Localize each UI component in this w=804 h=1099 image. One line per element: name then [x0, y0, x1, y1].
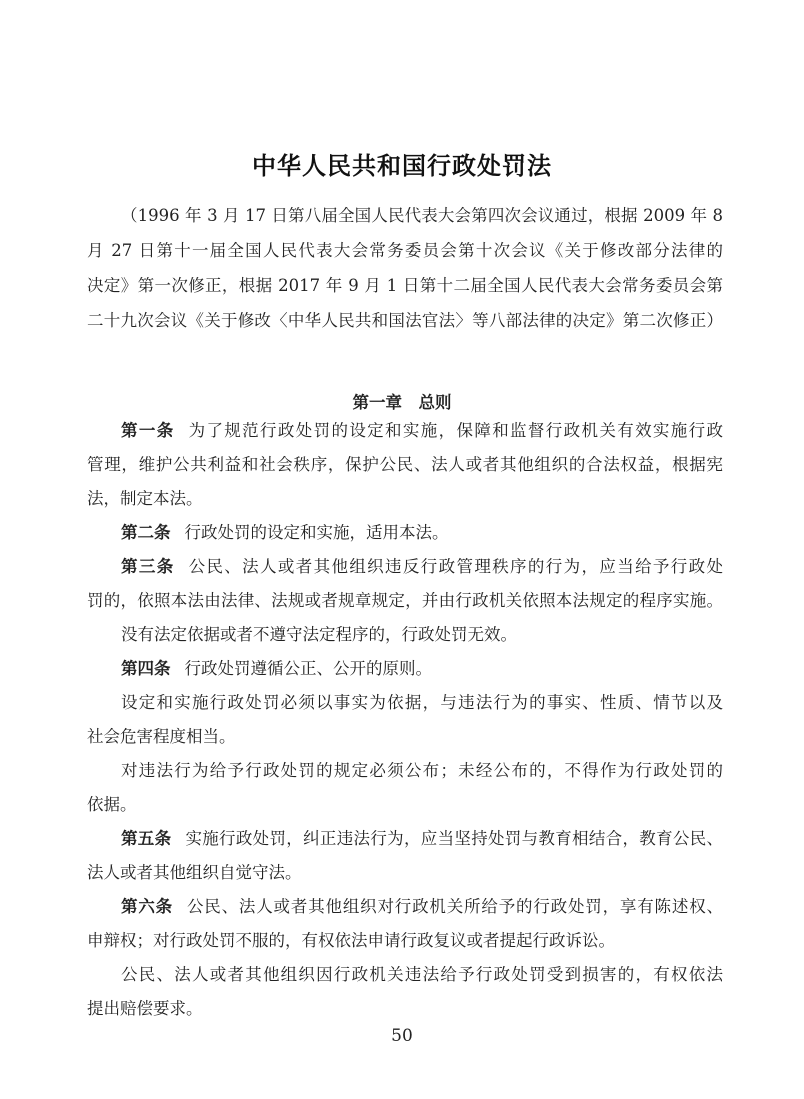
article-5-line: 法人或者其他组织自觉守法。	[87, 863, 302, 882]
article-text: 公民、法人或者其他组织对行政机关所给予的行政处罚，享有陈述权、	[186, 897, 724, 916]
article-text: 行政处罚的设定和实施，适用本法。	[184, 523, 449, 542]
document-title: 中华人民共和国行政处罚法	[252, 151, 552, 180]
article-label: 第五条	[121, 829, 172, 848]
article-label: 第二条	[121, 523, 171, 542]
preamble-line: 二十九次会议《关于修改〈中华人民共和国法官法〉等八部法律的决定》第二次修正）	[87, 311, 723, 330]
article-6-line: 公民、法人或者其他组织因行政机关违法给予行政处罚受到损害的，有权依法	[121, 965, 723, 984]
article-label: 第一条	[121, 421, 175, 440]
preamble-line: 月 27 日第十一届全国人民代表大会常务委员会第十次会议《关于修改部分法律的	[87, 241, 723, 260]
article-label: 第三条	[121, 557, 175, 576]
article-label: 第四条	[121, 659, 171, 678]
article-3-line	[121, 556, 723, 578]
chapter-heading: 第一章 总则	[352, 393, 452, 412]
article-label: 第六条	[121, 897, 173, 916]
preamble-line: （1996 年 3 月 17 日第八届全国人民代表大会第四次会议通过，根据 2009 年 8	[121, 206, 723, 225]
article-4-line: 对违法行为给予行政处罚的规定必须公布；未经公布的，不得作为行政处罚的	[121, 761, 723, 780]
article-5-line	[121, 828, 723, 850]
article-text: 实施行政处罚，纠正违法行为，应当坚持处罚与教育相结合，教育公民、	[185, 829, 724, 848]
article-1-line: 法，制定本法。	[87, 489, 203, 508]
article-1-line	[121, 420, 723, 442]
article-3-line: 罚的，依照本法由法律、法规或者规章规定，并由行政机关依照本法规定的程序实施。	[87, 591, 723, 610]
article-6-line	[121, 896, 723, 918]
article-text: 公民、法人或者其他组织违反行政管理秩序的行为，应当给予行政处	[188, 557, 723, 576]
article-6-line: 申辩权；对行政处罚不服的，有权依法申请行政复议或者提起行政诉讼。	[87, 931, 615, 950]
article-text: 为了规范行政处罚的设定和实施，保障和监督行政机关有效实施行政	[188, 421, 723, 440]
article-4-line: 依据。	[87, 795, 137, 814]
preamble-line: 决定》第一次修正，根据 2017 年 9 月 1 日第十二届全国人民代表大会常务委员会第	[87, 276, 723, 295]
article-6-line: 提出赔偿要求。	[87, 999, 203, 1018]
article-3-line: 没有法定依据或者不遵守法定程序的，行政处罚无效。	[121, 625, 517, 644]
article-4-line	[121, 658, 723, 680]
article-text: 行政处罚遵循公正、公开的原则。	[184, 659, 432, 678]
page-number: 50	[391, 1026, 413, 1046]
article-4-line: 设定和实施行政处罚必须以事实为依据，与违法行为的事实、性质、情节以及	[121, 693, 723, 712]
article-2-line	[121, 522, 723, 544]
article-1-line: 管理，维护公共利益和社会秩序，保护公民、法人或者其他组织的合法权益，根据宪	[87, 455, 723, 474]
article-4-line: 社会危害程度相当。	[87, 727, 236, 746]
